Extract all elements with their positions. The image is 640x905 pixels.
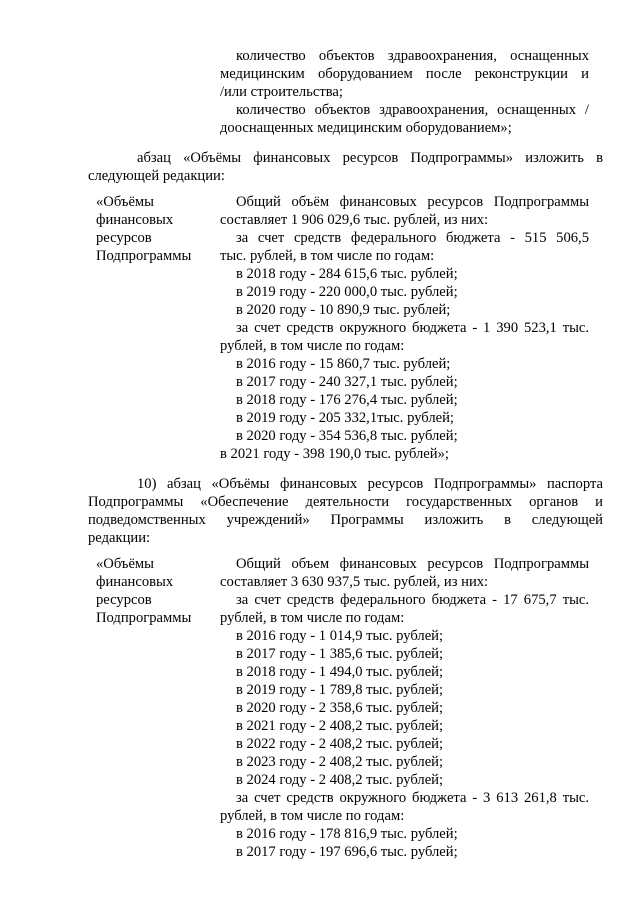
paragraph-line: абзац «Объёмы финансовых ресурсов Подпрограммы» изложить в xyxy=(137,150,603,166)
table1-text-line: Общий объём финансовых ресурсов Подпрограммы xyxy=(236,194,589,210)
table2-label-line: ресурсов xyxy=(96,592,152,608)
table1-label-line: «Объёмы xyxy=(96,194,154,210)
table1-text-line: за счет средств федерального бюджета - 515 506,5 xyxy=(236,230,589,246)
table2-text-line: составляет 3 630 937,5 тыс. рублей, из них: xyxy=(220,574,489,590)
table1-text-line: в 2020 году - 10 890,9 тыс. рублей; xyxy=(236,302,451,318)
table1-text-line: рублей, в том числе по годам: xyxy=(220,338,405,354)
table2-text-line: в 2019 году - 1 789,8 тыс. рублей; xyxy=(236,682,444,698)
table2-text-line: в 2018 году - 1 494,0 тыс. рублей; xyxy=(236,664,444,680)
table2-text-line: рублей, в том числе по годам: xyxy=(220,808,405,824)
table1-text-line: в 2020 году - 354 536,8 тыс. рублей; xyxy=(236,428,458,444)
table1-text-line: в 2018 году - 176 276,4 тыс. рублей; xyxy=(236,392,458,408)
table1-text-line: составляет 1 906 029,6 тыс. рублей, из них: xyxy=(220,212,489,228)
table2-text-line: за счет средств окружного бюджета - 3 613 261,8 тыс. xyxy=(236,790,589,806)
table2-text-line: в 2017 году - 197 696,6 тыс. рублей; xyxy=(236,844,458,860)
table1-text-line: в 2018 году - 284 615,6 тыс. рублей; xyxy=(236,266,458,282)
table1-text-line: в 2016 году - 15 860,7 тыс. рублей; xyxy=(236,356,451,372)
table2-text-line: в 2022 году - 2 408,2 тыс. рублей; xyxy=(236,736,444,752)
table2-label-line: «Объёмы xyxy=(96,556,154,572)
intro-line: количество объектов здравоохранения, оснащенных / xyxy=(236,102,589,118)
table2-text-line: в 2016 году - 1 014,9 тыс. рублей; xyxy=(236,628,444,644)
paragraph-line: Подпрограммы «Обеспечение деятельности государственных органов и xyxy=(88,494,603,510)
table2-text-line: в 2024 году - 2 408,2 тыс. рублей; xyxy=(236,772,444,788)
table2-text-line: в 2016 году - 178 816,9 тыс. рублей; xyxy=(236,826,458,842)
table1-label-line: финансовых xyxy=(96,212,174,228)
table2-label-line: финансовых xyxy=(96,574,174,590)
intro-line: медицинским оборудованием после реконструкции и xyxy=(220,66,589,82)
table1-label-line: ресурсов xyxy=(96,230,152,246)
intro-line: количество объектов здравоохранения, оснащенных xyxy=(236,48,589,64)
paragraph-line: редакции: xyxy=(88,530,151,546)
table2-text-line: за счет средств федерального бюджета - 17 675,7 тыс. xyxy=(236,592,589,608)
table2-text-line: Общий объем финансовых ресурсов Подпрограммы xyxy=(236,556,589,572)
table1-text-line: в 2017 году - 240 327,1 тыс. рублей; xyxy=(236,374,458,390)
table2-text-line: в 2023 году - 2 408,2 тыс. рублей; xyxy=(236,754,444,770)
table1-text-line: в 2021 году - 398 190,0 тыс. рублей»; xyxy=(220,446,449,462)
table1-text-line: тыс. рублей, в том числе по годам: xyxy=(220,248,435,264)
paragraph-line: 10) абзац «Объёмы финансовых ресурсов Подпрограммы» паспорта xyxy=(137,476,603,492)
table2-text-line: в 2021 году - 2 408,2 тыс. рублей; xyxy=(236,718,444,734)
table2-text-line: рублей, в том числе по годам: xyxy=(220,610,405,626)
table1-text-line: в 2019 году - 205 332,1тыс. рублей; xyxy=(236,410,454,426)
paragraph-line: подведомственных учреждений» Программы изложить в следующей xyxy=(88,512,603,528)
intro-line: /или строительства; xyxy=(220,84,343,100)
table2-text-line: в 2020 году - 2 358,6 тыс. рублей; xyxy=(236,700,444,716)
table2-text-line: в 2017 году - 1 385,6 тыс. рублей; xyxy=(236,646,444,662)
paragraph-line: следующей редакции: xyxy=(88,168,225,184)
table2-label-line: Подпрограммы xyxy=(96,610,192,626)
intro-line: дооснащенных медицинским оборудованием»; xyxy=(220,120,512,136)
table1-text-line: в 2019 году - 220 000,0 тыс. рублей; xyxy=(236,284,458,300)
table1-text-line: за счет средств окружного бюджета - 1 390 523,1 тыс. xyxy=(236,320,589,336)
table1-label-line: Подпрограммы xyxy=(96,248,192,264)
